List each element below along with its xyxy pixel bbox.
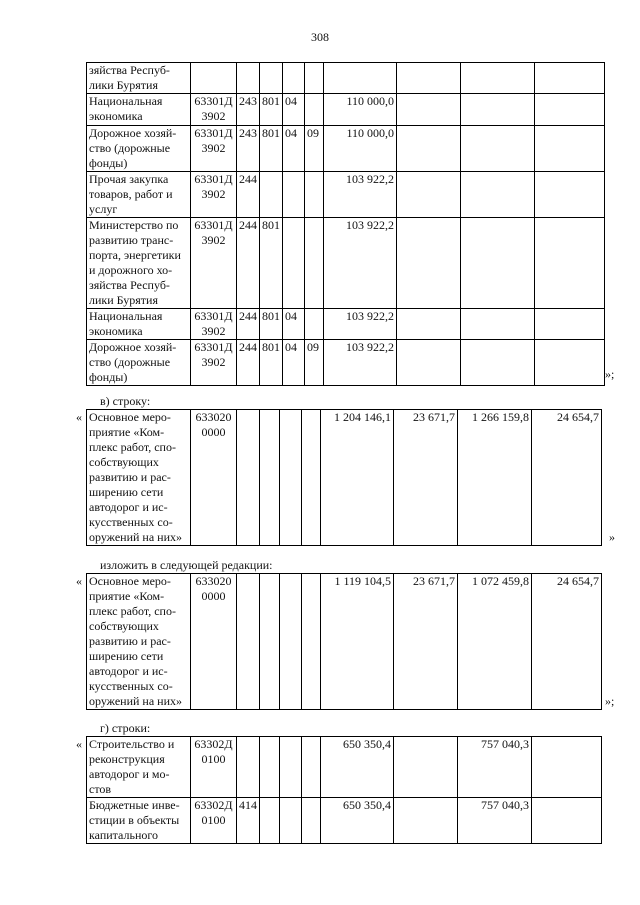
label-v-stroku: в) строку: bbox=[100, 394, 151, 408]
cell-s2: 23 671,7 bbox=[394, 574, 458, 710]
cell-rz: 04 bbox=[283, 126, 305, 172]
cell-name: Министерство по развитию транс-порта, энергетики и дорожного хо-зяйства Респуб-лики Бурятия bbox=[87, 218, 191, 309]
cell-code: 63301Д 3902 bbox=[191, 94, 237, 126]
cell-s3: 1 266 159,8 bbox=[458, 410, 532, 546]
cell-code: 63301Д 3902 bbox=[191, 218, 237, 309]
cell-pr bbox=[305, 309, 324, 340]
cell-s3 bbox=[461, 218, 535, 309]
cell-code bbox=[191, 63, 237, 94]
table-row bbox=[87, 218, 605, 309]
table-row bbox=[87, 340, 605, 386]
cell-s4 bbox=[532, 737, 602, 798]
cell-rz bbox=[283, 172, 305, 218]
closing-quote-3: »; bbox=[605, 694, 615, 708]
cell-s3 bbox=[461, 340, 535, 386]
cell-grbs bbox=[260, 63, 283, 94]
cell-grbs bbox=[260, 172, 283, 218]
cell-s3: 1 072 459,8 bbox=[458, 574, 532, 710]
cell-grbs: 801 bbox=[260, 94, 283, 126]
cell-pr bbox=[302, 574, 321, 710]
cell-s4: 24 654,7 bbox=[532, 410, 602, 546]
cell-rz bbox=[283, 63, 305, 94]
table-row bbox=[87, 798, 602, 844]
cell-vr: 244 bbox=[237, 218, 260, 309]
cell-pr bbox=[302, 798, 321, 844]
cell-grbs: 801 bbox=[260, 340, 283, 386]
table-row bbox=[87, 410, 602, 546]
cell-grbs bbox=[260, 737, 280, 798]
cell-rz bbox=[280, 737, 302, 798]
cell-s4 bbox=[535, 340, 605, 386]
table-row bbox=[87, 94, 605, 126]
cell-s1: 110 000,0 bbox=[324, 94, 397, 126]
cell-grbs bbox=[260, 798, 280, 844]
cell-code: 63301Д 3902 bbox=[191, 172, 237, 218]
cell-code: 633020 0000 bbox=[191, 410, 237, 546]
table-row bbox=[87, 63, 605, 94]
cell-s4 bbox=[535, 94, 605, 126]
cell-s1: 103 922,2 bbox=[324, 218, 397, 309]
cell-s2 bbox=[397, 340, 461, 386]
cell-s4: 24 654,7 bbox=[532, 574, 602, 710]
table-row bbox=[87, 126, 605, 172]
table-row bbox=[87, 737, 602, 798]
cell-s4 bbox=[535, 172, 605, 218]
table-row bbox=[87, 574, 602, 710]
cell-s3 bbox=[461, 63, 535, 94]
cell-s1 bbox=[324, 63, 397, 94]
cell-vr bbox=[237, 63, 260, 94]
cell-code: 63302Д 0100 bbox=[191, 737, 237, 798]
cell-s1: 103 922,2 bbox=[324, 172, 397, 218]
cell-s2 bbox=[394, 737, 458, 798]
table-row bbox=[87, 172, 605, 218]
cell-vr bbox=[237, 737, 260, 798]
cell-vr: 414 bbox=[237, 798, 260, 844]
cell-s2: 23 671,7 bbox=[394, 410, 458, 546]
cell-code: 63301Д 3902 bbox=[191, 309, 237, 340]
budget-table-part-1 bbox=[86, 62, 605, 386]
cell-s4 bbox=[535, 63, 605, 94]
cell-rz bbox=[280, 574, 302, 710]
cell-s2 bbox=[397, 218, 461, 309]
cell-pr bbox=[305, 94, 324, 126]
cell-s1: 103 922,2 bbox=[324, 340, 397, 386]
cell-vr: 244 bbox=[237, 172, 260, 218]
cell-rz bbox=[280, 410, 302, 546]
cell-name: Прочая закупка товаров, работ и услуг bbox=[87, 172, 191, 218]
cell-code: 633020 0000 bbox=[191, 574, 237, 710]
cell-vr: 244 bbox=[237, 309, 260, 340]
cell-code: 63301Д 3902 bbox=[191, 126, 237, 172]
cell-s4 bbox=[532, 798, 602, 844]
cell-s4 bbox=[535, 218, 605, 309]
cell-s4 bbox=[535, 309, 605, 340]
cell-name: Основное меро-приятие «Ком-плекс работ, спо-собствующих развитию и рас-ширению сети автодорог и ис-кусственных со-оружений на них» bbox=[87, 410, 191, 546]
cell-vr: 244 bbox=[237, 340, 260, 386]
page-number: 308 bbox=[311, 30, 329, 44]
table-row bbox=[87, 309, 605, 340]
cell-s3 bbox=[461, 126, 535, 172]
cell-name: зяйства Респуб-лики Бурятия bbox=[87, 63, 191, 94]
cell-grbs: 801 bbox=[260, 218, 283, 309]
cell-grbs: 801 bbox=[260, 309, 283, 340]
cell-pr: 09 bbox=[305, 126, 324, 172]
cell-s3 bbox=[461, 309, 535, 340]
cell-s1: 650 350,4 bbox=[321, 798, 394, 844]
cell-s2 bbox=[397, 94, 461, 126]
cell-s3: 757 040,3 bbox=[458, 798, 532, 844]
cell-name: Строительство и реконструкция автодорог и мо-стов bbox=[87, 737, 191, 798]
cell-pr bbox=[305, 63, 324, 94]
cell-vr: 243 bbox=[237, 94, 260, 126]
opening-quote-3: « bbox=[76, 574, 82, 588]
budget-table-part-4 bbox=[86, 736, 602, 844]
cell-s4 bbox=[535, 126, 605, 172]
cell-s2 bbox=[397, 63, 461, 94]
cell-grbs bbox=[260, 410, 280, 546]
cell-s1: 103 922,2 bbox=[324, 309, 397, 340]
cell-s3 bbox=[461, 94, 535, 126]
cell-code: 63302Д 0100 bbox=[191, 798, 237, 844]
cell-grbs bbox=[260, 574, 280, 710]
cell-vr: 243 bbox=[237, 126, 260, 172]
cell-s1: 110 000,0 bbox=[324, 126, 397, 172]
cell-s1: 1 119 104,5 bbox=[321, 574, 394, 710]
cell-rz: 04 bbox=[283, 94, 305, 126]
cell-name: Дорожное хозяй-ство (дорожные фонды) bbox=[87, 340, 191, 386]
cell-name: Дорожное хозяй-ство (дорожные фонды) bbox=[87, 126, 191, 172]
cell-name: Национальная экономика bbox=[87, 94, 191, 126]
closing-quote-1: »; bbox=[605, 367, 615, 381]
cell-vr bbox=[237, 410, 260, 546]
cell-rz bbox=[280, 798, 302, 844]
cell-rz bbox=[283, 218, 305, 309]
cell-name: Бюджетные инве-стиции в объекты капитального bbox=[87, 798, 191, 844]
cell-pr: 09 bbox=[305, 340, 324, 386]
cell-s2 bbox=[394, 798, 458, 844]
cell-vr bbox=[237, 574, 260, 710]
cell-pr bbox=[305, 172, 324, 218]
label-new-edition: изложить в следующей редакции: bbox=[100, 558, 273, 572]
budget-table-row-new bbox=[86, 573, 602, 710]
closing-quote-2: » bbox=[609, 530, 615, 544]
cell-s2 bbox=[397, 309, 461, 340]
budget-table-row-old bbox=[86, 409, 602, 546]
cell-code: 63301Д 3902 bbox=[191, 340, 237, 386]
opening-quote-4: « bbox=[76, 737, 82, 751]
cell-s3: 757 040,3 bbox=[458, 737, 532, 798]
opening-quote-2: « bbox=[76, 410, 82, 424]
cell-s2 bbox=[397, 172, 461, 218]
cell-grbs: 801 bbox=[260, 126, 283, 172]
cell-name: Основное меро-приятие «Ком-плекс работ, спо-собствующих развитию и рас-ширению сети автодорог и ис-кусственных со-оружений на них» bbox=[87, 574, 191, 710]
cell-s2 bbox=[397, 126, 461, 172]
label-g-stroki: г) строки: bbox=[100, 721, 151, 735]
cell-s1: 650 350,4 bbox=[321, 737, 394, 798]
cell-name: Национальная экономика bbox=[87, 309, 191, 340]
cell-rz: 04 bbox=[283, 340, 305, 386]
cell-rz: 04 bbox=[283, 309, 305, 340]
cell-s1: 1 204 146,1 bbox=[321, 410, 394, 546]
cell-s3 bbox=[461, 172, 535, 218]
cell-pr bbox=[305, 218, 324, 309]
cell-pr bbox=[302, 737, 321, 798]
cell-pr bbox=[302, 410, 321, 546]
